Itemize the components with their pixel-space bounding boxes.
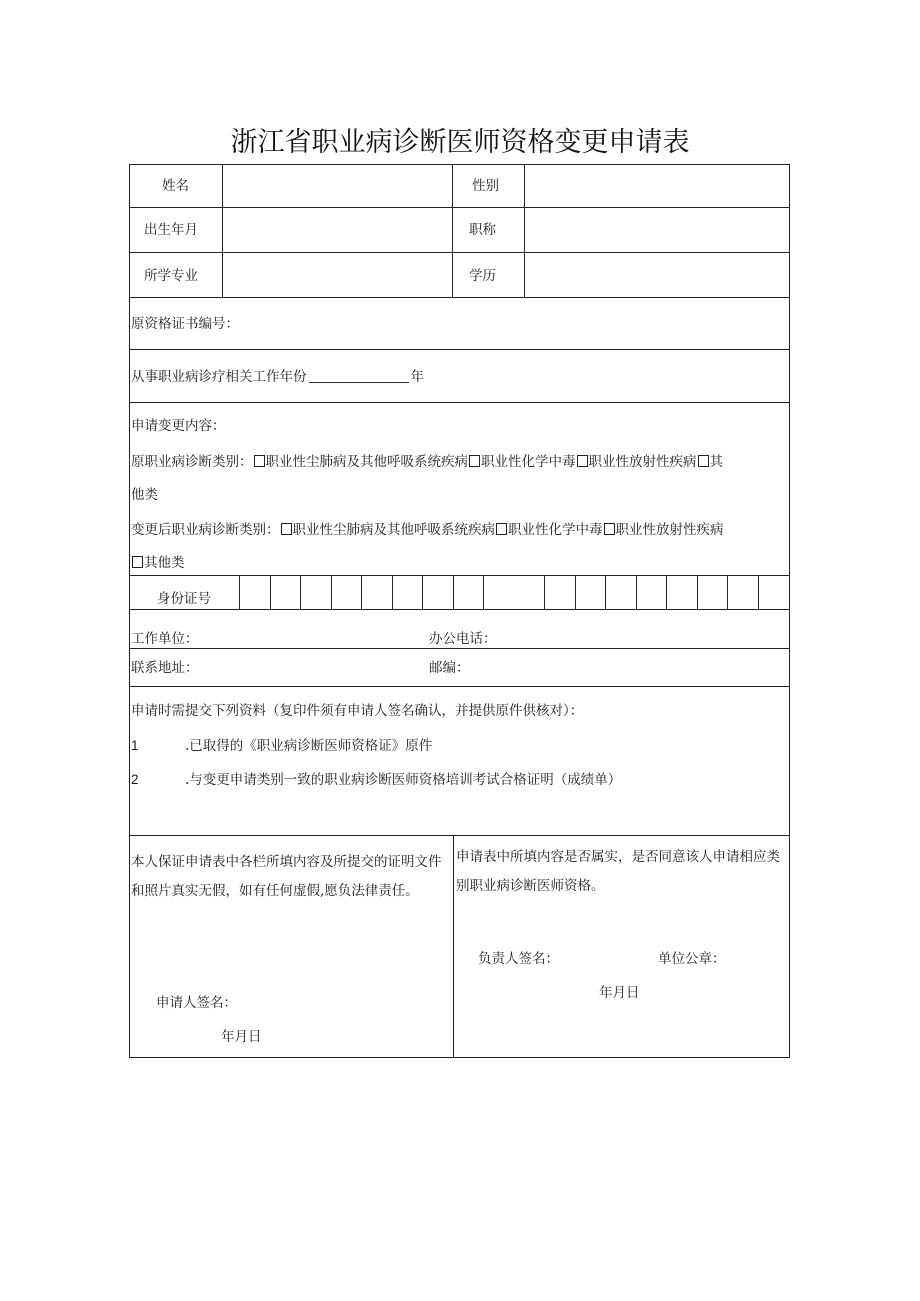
gender-field[interactable]	[525, 165, 789, 207]
declaration-text: 本人保证申请表中各栏所填内容及所提交的证明文件和照片真实无假，如有任何虚假,愿负法律责任。	[131, 854, 442, 899]
work-years-blank[interactable]	[309, 368, 409, 383]
checkbox-orig-cat1[interactable]	[254, 455, 265, 467]
education-field[interactable]	[525, 253, 789, 297]
orig-category-line: 原职业病诊断类别： 职业性尘肺病及其他呼吸系统疾病 职业性化学中毒 职业性放射性疾病 其	[131, 454, 723, 470]
professional-title-label: 职称	[469, 222, 496, 238]
applicant-signature-label: 申请人签名：	[156, 995, 237, 1011]
checkbox-orig-cat3[interactable]	[577, 455, 588, 467]
material-num-2: 2	[131, 772, 139, 787]
birth-field[interactable]	[223, 208, 452, 252]
material-item-1: .已取得的《职业病诊断医师资格证》原件	[185, 738, 433, 754]
name-label: 姓名	[162, 178, 189, 194]
id-number-label: 身份证号	[157, 591, 211, 607]
applicant-date-label: 年月日	[221, 1029, 262, 1045]
review-text: 申请表中所填内容是否属实，是否同意该人申请相应类别职业病诊断医师资格。	[456, 849, 780, 894]
address-label: 联系地址：	[131, 660, 199, 676]
office-phone-label: 办公电话：	[429, 631, 497, 647]
checkbox-new-cat1[interactable]	[281, 523, 292, 535]
major-label: 所学专业	[144, 268, 198, 284]
birth-label: 出生年月	[144, 222, 198, 238]
new-category-wrap: 其他类	[131, 554, 185, 572]
material-item-2: .与变更申请类别一致的职业病诊断医师资格培训考试合格证明（成绩单）	[185, 772, 622, 788]
checkbox-orig-cat4[interactable]	[698, 455, 709, 467]
checkbox-orig-cat2[interactable]	[469, 455, 480, 467]
application-form	[129, 164, 790, 1058]
professional-title-field[interactable]	[525, 208, 789, 252]
major-field[interactable]	[223, 253, 452, 297]
checkbox-new-cat3[interactable]	[604, 523, 615, 535]
reviewer-signature-label: 负责人签名：	[478, 951, 559, 967]
postcode-label: 邮编：	[429, 660, 470, 676]
materials-heading: 申请时需提交下列资料（复印件须有申请人签名确认，并提供原件供核对）：	[131, 703, 584, 719]
checkbox-new-cat2[interactable]	[496, 523, 507, 535]
material-num-1: 1	[131, 738, 139, 753]
orig-category-wrap: 他类	[131, 487, 158, 503]
cert-number-label: 原资格证书编号：	[131, 316, 239, 332]
checkbox-new-cat4[interactable]	[132, 556, 143, 568]
change-heading: 申请变更内容：	[131, 418, 226, 434]
unit-seal-label: 单位公章：	[658, 951, 726, 967]
education-label: 学历	[469, 268, 496, 284]
new-category-line: 变更后职业病诊断类别： 职业性尘肺病及其他呼吸系统疾病 职业性化学中毒 职业性放射性疾病	[131, 522, 724, 538]
name-field[interactable]	[223, 165, 452, 207]
work-unit-label: 工作单位：	[131, 631, 199, 647]
gender-label: 性别	[472, 178, 499, 194]
work-years-line: 从事职业病诊疗相关工作年份 年	[131, 369, 424, 385]
page-title: 浙江省职业病诊断医师资格变更申请表	[230, 127, 690, 158]
review-date-label: 年月日	[599, 985, 640, 1001]
